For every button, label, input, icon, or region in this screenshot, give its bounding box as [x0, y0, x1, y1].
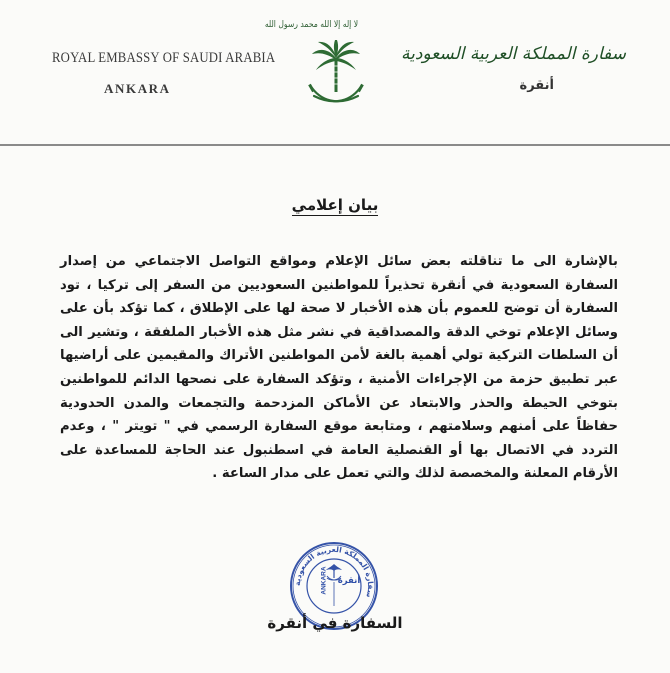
city-arabic: أنقرة [519, 78, 554, 93]
header-divider [0, 144, 670, 146]
saudi-emblem [264, 14, 376, 124]
signature: السفارة في أنقرة [267, 614, 403, 632]
statement-title [0, 196, 670, 214]
stamp-ring-text: سفارة المملكة العربية السعودية [292, 544, 376, 599]
letterhead-arabic [401, 44, 626, 93]
emblem-motto: لا إله إلا الله محمد رسول الله [264, 20, 359, 30]
statement-title-text: بيان إعلامي [291, 196, 379, 214]
statement-body: بالإشارة الى ما تناقلته بعض سائل الإعلام ومواقع التواصل الاجتماعي من إصدار السفارة السعودية في أنقرة تحذيراً للمواطنين السعوديين من السفر إلى تركيا ، تود السفارة أن توضح للعموم بأن هذه الأخبار لا صحة لها على الإطلاق ، كما تؤكد بأن على وسائل الإعلام توخي الدقة والمصداقية في نشر مثل هذه الأخبار الملفقة ، وتشير الى أن السلطات التركية تولي أهمية بالغة لأمن المواطنين الأتراك والمقيمين على أراضيها عبر تطبيق حزمة من الإجراءات الأمنية ، وتؤكد السفارة على نصحها الدائم للمواطنين بتوخي الحيطة والحذر والابتعاد عن الأماكن المزدحمة والتجمعات والمدن الحدودية حفاظاً على أمنهم وسلامتهم ، ومتابعة موقع السفارة الرسمي في " تويتر " ، وعدم التردد في الاتصال بها أو القنصلية العامة في اسطنبول عند الحاجة للمساعدة على الأرقام المعلنة والمخصصة لذلك والتي تعمل على مدار الساعة . [60, 254, 618, 482]
stamp-text-english: ANKARA [320, 566, 328, 595]
embassy-name-english: ROYAL EMBASSY OF SAUDI ARABIA [52, 50, 276, 66]
letterhead-english [52, 50, 276, 97]
palm-swords-icon [306, 38, 366, 114]
embassy-name-arabic: سفارة المملكة العربية السعودية [401, 44, 626, 64]
city-english: ANKARA [104, 81, 171, 96]
stamp-text-arabic: أنقرة [337, 576, 361, 586]
